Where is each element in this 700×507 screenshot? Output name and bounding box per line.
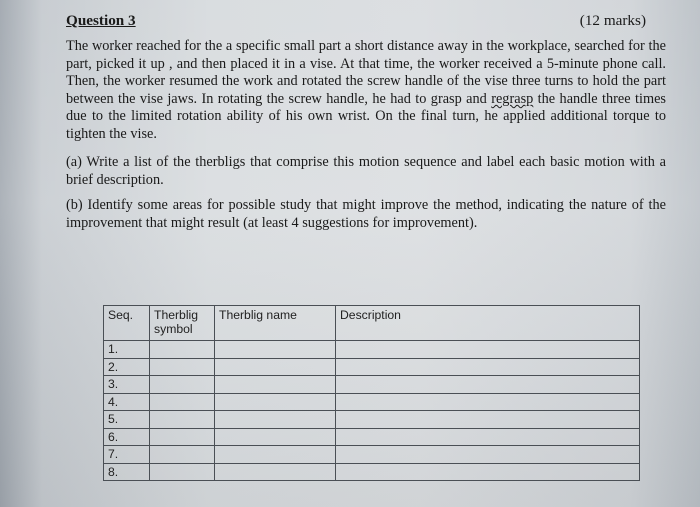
seq-cell: 6. <box>104 428 150 446</box>
question-body <box>66 38 666 144</box>
description-cell[interactable] <box>336 411 640 429</box>
part-b-text: (b) Identify some areas for possible study that might improve the method, indicating the nature of the improvement that might result (at least 4 suggestions for improvement). <box>66 197 666 231</box>
description-cell[interactable] <box>336 428 640 446</box>
header-description: Description <box>336 306 640 341</box>
symbol-cell[interactable] <box>150 341 215 359</box>
header-seq: Seq. <box>104 306 150 341</box>
symbol-cell[interactable] <box>150 446 215 464</box>
table-row <box>104 341 640 359</box>
table-row <box>104 393 640 411</box>
name-cell[interactable] <box>215 428 336 446</box>
name-cell[interactable] <box>215 411 336 429</box>
name-cell[interactable] <box>215 446 336 464</box>
description-cell[interactable] <box>336 393 640 411</box>
name-cell[interactable] <box>215 341 336 359</box>
part-a-text: (a) Write a list of the therbligs that comprise this motion sequence and label each basic motion with a brief description. <box>66 154 666 188</box>
question-header <box>66 12 646 30</box>
therblig-table <box>103 305 640 481</box>
spellcheck-word: regrasp <box>491 90 534 107</box>
seq-cell: 2. <box>104 358 150 376</box>
body-text-after: the handle three times due to the limited rotation ability of his own wrist. On the final turn, he applied additional torque to tighten the vise. <box>66 90 666 142</box>
seq-cell: 4. <box>104 393 150 411</box>
name-cell[interactable] <box>215 376 336 394</box>
header-therblig-name: Therblig name <box>215 306 336 341</box>
description-cell[interactable] <box>336 446 640 464</box>
table-row <box>104 411 640 429</box>
description-cell[interactable] <box>336 463 640 481</box>
symbol-cell[interactable] <box>150 358 215 376</box>
table-row <box>104 446 640 464</box>
table-row <box>104 428 640 446</box>
seq-cell: 3. <box>104 376 150 394</box>
seq-cell: 5. <box>104 411 150 429</box>
seq-cell: 7. <box>104 446 150 464</box>
name-cell[interactable] <box>215 463 336 481</box>
symbol-cell[interactable] <box>150 428 215 446</box>
symbol-cell[interactable] <box>150 463 215 481</box>
table-row <box>104 358 640 376</box>
table-row <box>104 376 640 394</box>
seq-cell: 8. <box>104 463 150 481</box>
symbol-cell[interactable] <box>150 393 215 411</box>
name-cell[interactable] <box>215 358 336 376</box>
description-cell[interactable] <box>336 376 640 394</box>
body-text-before: The worker reached for the a specific small part a short distance away in the workplace, searched for the part, picked it up , and then placed it in a vise. At that time, the worker received a 5-minute phone call. Then, the worker resumed the work and rotated the screw handle of the vise three turns to hold the part between the vise jaws. In rotating the screw handle, he had to grasp and <box>66 38 666 107</box>
table-header-row <box>104 306 640 341</box>
table-row <box>104 463 640 481</box>
question-marks: (12 marks) <box>579 12 646 29</box>
seq-cell: 1. <box>104 341 150 359</box>
description-cell[interactable] <box>336 341 640 359</box>
description-cell[interactable] <box>336 358 640 376</box>
name-cell[interactable] <box>215 393 336 411</box>
header-therblig-symbol: Therblig symbol <box>150 306 215 341</box>
symbol-cell[interactable] <box>150 411 215 429</box>
symbol-cell[interactable] <box>150 376 215 394</box>
question-title: Question 3 <box>66 12 136 29</box>
